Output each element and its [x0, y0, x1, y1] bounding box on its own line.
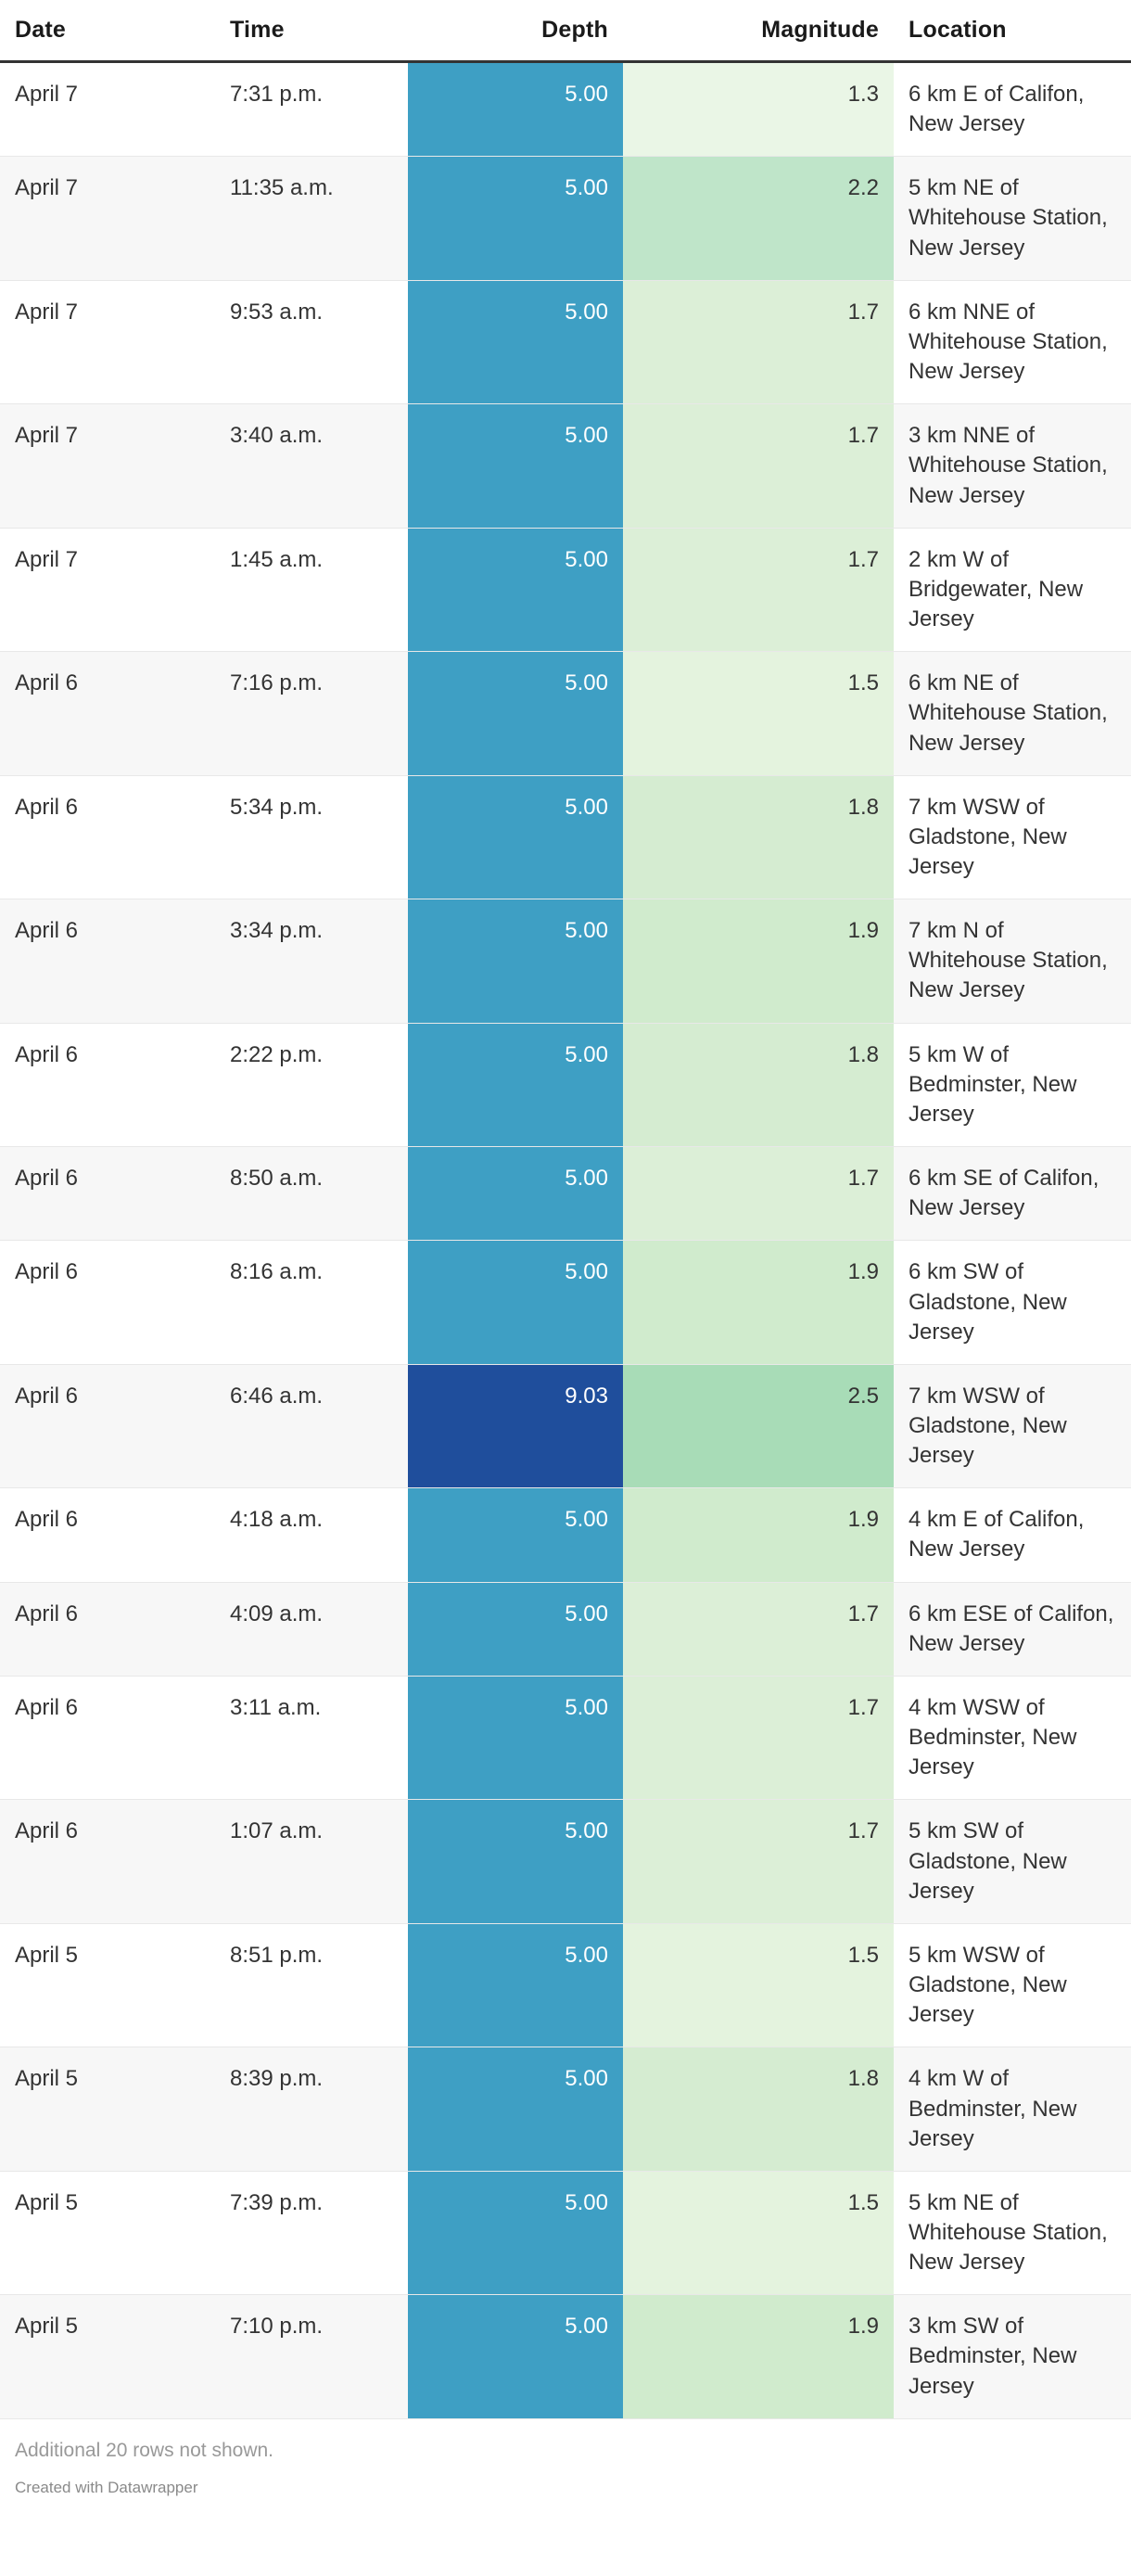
cell-magnitude: 1.7: [623, 1582, 894, 1676]
cell-time: 7:31 p.m.: [215, 62, 408, 157]
cell-location: 3 km NNE of Whitehouse Station, New Jersey: [894, 404, 1131, 528]
cell-time: 8:51 p.m.: [215, 1923, 408, 2047]
cell-location: 4 km E of Califon, New Jersey: [894, 1488, 1131, 1582]
table-row: [0, 1364, 1131, 1487]
table-row: [0, 2171, 1131, 2294]
cell-date: April 6: [0, 652, 215, 775]
cell-location: 6 km ESE of Califon, New Jersey: [894, 1582, 1131, 1676]
cell-location: 6 km NNE of Whitehouse Station, New Jersey: [894, 280, 1131, 403]
cell-depth: 5.00: [408, 1488, 623, 1582]
cell-time: 8:50 a.m.: [215, 1147, 408, 1241]
cell-date: April 6: [0, 1147, 215, 1241]
cell-magnitude: 1.9: [623, 2295, 894, 2418]
cell-location: 7 km WSW of Gladstone, New Jersey: [894, 775, 1131, 899]
cell-location: 6 km SW of Gladstone, New Jersey: [894, 1241, 1131, 1364]
cell-depth: 5.00: [408, 2171, 623, 2294]
cell-location: 5 km SW of Gladstone, New Jersey: [894, 1800, 1131, 1923]
cell-date: April 5: [0, 2295, 215, 2418]
cell-date: April 5: [0, 1923, 215, 2047]
cell-date: April 6: [0, 1023, 215, 1146]
cell-date: April 6: [0, 1582, 215, 1676]
column-header-location[interactable]: Location: [894, 0, 1131, 62]
cell-date: April 6: [0, 1364, 215, 1487]
cell-location: 7 km WSW of Gladstone, New Jersey: [894, 1364, 1131, 1487]
cell-date: April 6: [0, 899, 215, 1023]
cell-magnitude: 2.5: [623, 1364, 894, 1487]
cell-depth: 5.00: [408, 1923, 623, 2047]
cell-location: 6 km E of Califon, New Jersey: [894, 62, 1131, 157]
cell-location: 7 km N of Whitehouse Station, New Jersey: [894, 899, 1131, 1023]
table-row: [0, 157, 1131, 280]
table-row: [0, 1676, 1131, 1799]
cell-depth: 5.00: [408, 280, 623, 403]
table-row: [0, 1023, 1131, 1146]
cell-time: 7:16 p.m.: [215, 652, 408, 775]
cell-time: 2:22 p.m.: [215, 1023, 408, 1146]
cell-date: April 6: [0, 1241, 215, 1364]
cell-time: 1:45 a.m.: [215, 528, 408, 651]
cell-depth: 5.00: [408, 528, 623, 651]
cell-depth: 5.00: [408, 1241, 623, 1364]
cell-depth: 5.00: [408, 1147, 623, 1241]
cell-depth: 5.00: [408, 1023, 623, 1146]
table-row: [0, 1241, 1131, 1364]
table-row: [0, 404, 1131, 528]
cell-depth: 5.00: [408, 1676, 623, 1799]
cell-time: 9:53 a.m.: [215, 280, 408, 403]
cell-magnitude: 1.7: [623, 528, 894, 651]
cell-magnitude: 1.5: [623, 652, 894, 775]
cell-location: 5 km W of Bedminster, New Jersey: [894, 1023, 1131, 1146]
cell-date: April 7: [0, 157, 215, 280]
cell-location: 6 km NE of Whitehouse Station, New Jersey: [894, 652, 1131, 775]
cell-magnitude: 1.8: [623, 1023, 894, 1146]
cell-magnitude: 1.7: [623, 1147, 894, 1241]
table-row: [0, 528, 1131, 651]
cell-location: 3 km SW of Bedminster, New Jersey: [894, 2295, 1131, 2418]
cell-time: 3:40 a.m.: [215, 404, 408, 528]
cell-date: April 7: [0, 528, 215, 651]
cell-depth: 5.00: [408, 775, 623, 899]
cell-date: April 6: [0, 1488, 215, 1582]
cell-magnitude: 1.3: [623, 62, 894, 157]
cell-time: 3:11 a.m.: [215, 1676, 408, 1799]
cell-time: 7:39 p.m.: [215, 2171, 408, 2294]
cell-depth: 5.00: [408, 652, 623, 775]
datawrapper-credit: Created with Datawrapper: [15, 2478, 198, 2496]
cell-magnitude: 1.9: [623, 899, 894, 1023]
table-row: [0, 1147, 1131, 1241]
cell-magnitude: 1.8: [623, 775, 894, 899]
table-header-row: [0, 0, 1131, 62]
table-row: [0, 280, 1131, 403]
cell-location: 5 km NE of Whitehouse Station, New Jersey: [894, 2171, 1131, 2294]
cell-time: 4:09 a.m.: [215, 1582, 408, 1676]
table-row: [0, 2295, 1131, 2418]
cell-date: April 7: [0, 280, 215, 403]
table-body: [0, 62, 1131, 2419]
table-row: [0, 652, 1131, 775]
column-header-magnitude[interactable]: Magnitude: [623, 0, 894, 62]
cell-time: 4:18 a.m.: [215, 1488, 408, 1582]
cell-location: 2 km W of Bridgewater, New Jersey: [894, 528, 1131, 651]
column-header-date[interactable]: Date: [0, 0, 215, 62]
cell-location: 6 km SE of Califon, New Jersey: [894, 1147, 1131, 1241]
cell-magnitude: 1.7: [623, 1800, 894, 1923]
cell-depth: 5.00: [408, 157, 623, 280]
cell-magnitude: 1.5: [623, 2171, 894, 2294]
cell-magnitude: 1.9: [623, 1241, 894, 1364]
table-row: [0, 1923, 1131, 2047]
cell-depth: 5.00: [408, 1582, 623, 1676]
table-row: [0, 62, 1131, 157]
cell-magnitude: 2.2: [623, 157, 894, 280]
column-header-depth[interactable]: Depth: [408, 0, 623, 62]
cell-time: 1:07 a.m.: [215, 1800, 408, 1923]
additional-rows-note: Additional 20 rows not shown.: [15, 2439, 273, 2461]
cell-time: 8:16 a.m.: [215, 1241, 408, 1364]
cell-magnitude: 1.5: [623, 1923, 894, 2047]
cell-time: 7:10 p.m.: [215, 2295, 408, 2418]
cell-date: April 7: [0, 62, 215, 157]
column-header-time[interactable]: Time: [215, 0, 408, 62]
cell-depth: 9.03: [408, 1364, 623, 1487]
cell-depth: 5.00: [408, 62, 623, 157]
cell-date: April 5: [0, 2047, 215, 2171]
cell-magnitude: 1.8: [623, 2047, 894, 2171]
table-header: [0, 0, 1131, 62]
cell-date: April 5: [0, 2171, 215, 2294]
cell-magnitude: 1.7: [623, 404, 894, 528]
cell-location: 5 km NE of Whitehouse Station, New Jersey: [894, 157, 1131, 280]
table-row: [0, 775, 1131, 899]
cell-date: April 7: [0, 404, 215, 528]
cell-location: 5 km WSW of Gladstone, New Jersey: [894, 1923, 1131, 2047]
cell-depth: 5.00: [408, 2047, 623, 2171]
cell-magnitude: 1.9: [623, 1488, 894, 1582]
table-row: [0, 1800, 1131, 1923]
cell-depth: 5.00: [408, 2295, 623, 2418]
cell-time: 6:46 a.m.: [215, 1364, 408, 1487]
cell-depth: 5.00: [408, 404, 623, 528]
cell-time: 11:35 a.m.: [215, 157, 408, 280]
table-row: [0, 1582, 1131, 1676]
cell-location: 4 km W of Bedminster, New Jersey: [894, 2047, 1131, 2171]
table-row: [0, 1488, 1131, 1582]
cell-date: April 6: [0, 1676, 215, 1799]
cell-depth: 5.00: [408, 1800, 623, 1923]
table-row: [0, 2047, 1131, 2171]
cell-date: April 6: [0, 1800, 215, 1923]
cell-time: 3:34 p.m.: [215, 899, 408, 1023]
table-row: [0, 899, 1131, 1023]
cell-magnitude: 1.7: [623, 280, 894, 403]
cell-depth: 5.00: [408, 899, 623, 1023]
cell-date: April 6: [0, 775, 215, 899]
cell-time: 8:39 p.m.: [215, 2047, 408, 2171]
cell-location: 4 km WSW of Bedminster, New Jersey: [894, 1676, 1131, 1799]
cell-magnitude: 1.7: [623, 1676, 894, 1799]
cell-time: 5:34 p.m.: [215, 775, 408, 899]
